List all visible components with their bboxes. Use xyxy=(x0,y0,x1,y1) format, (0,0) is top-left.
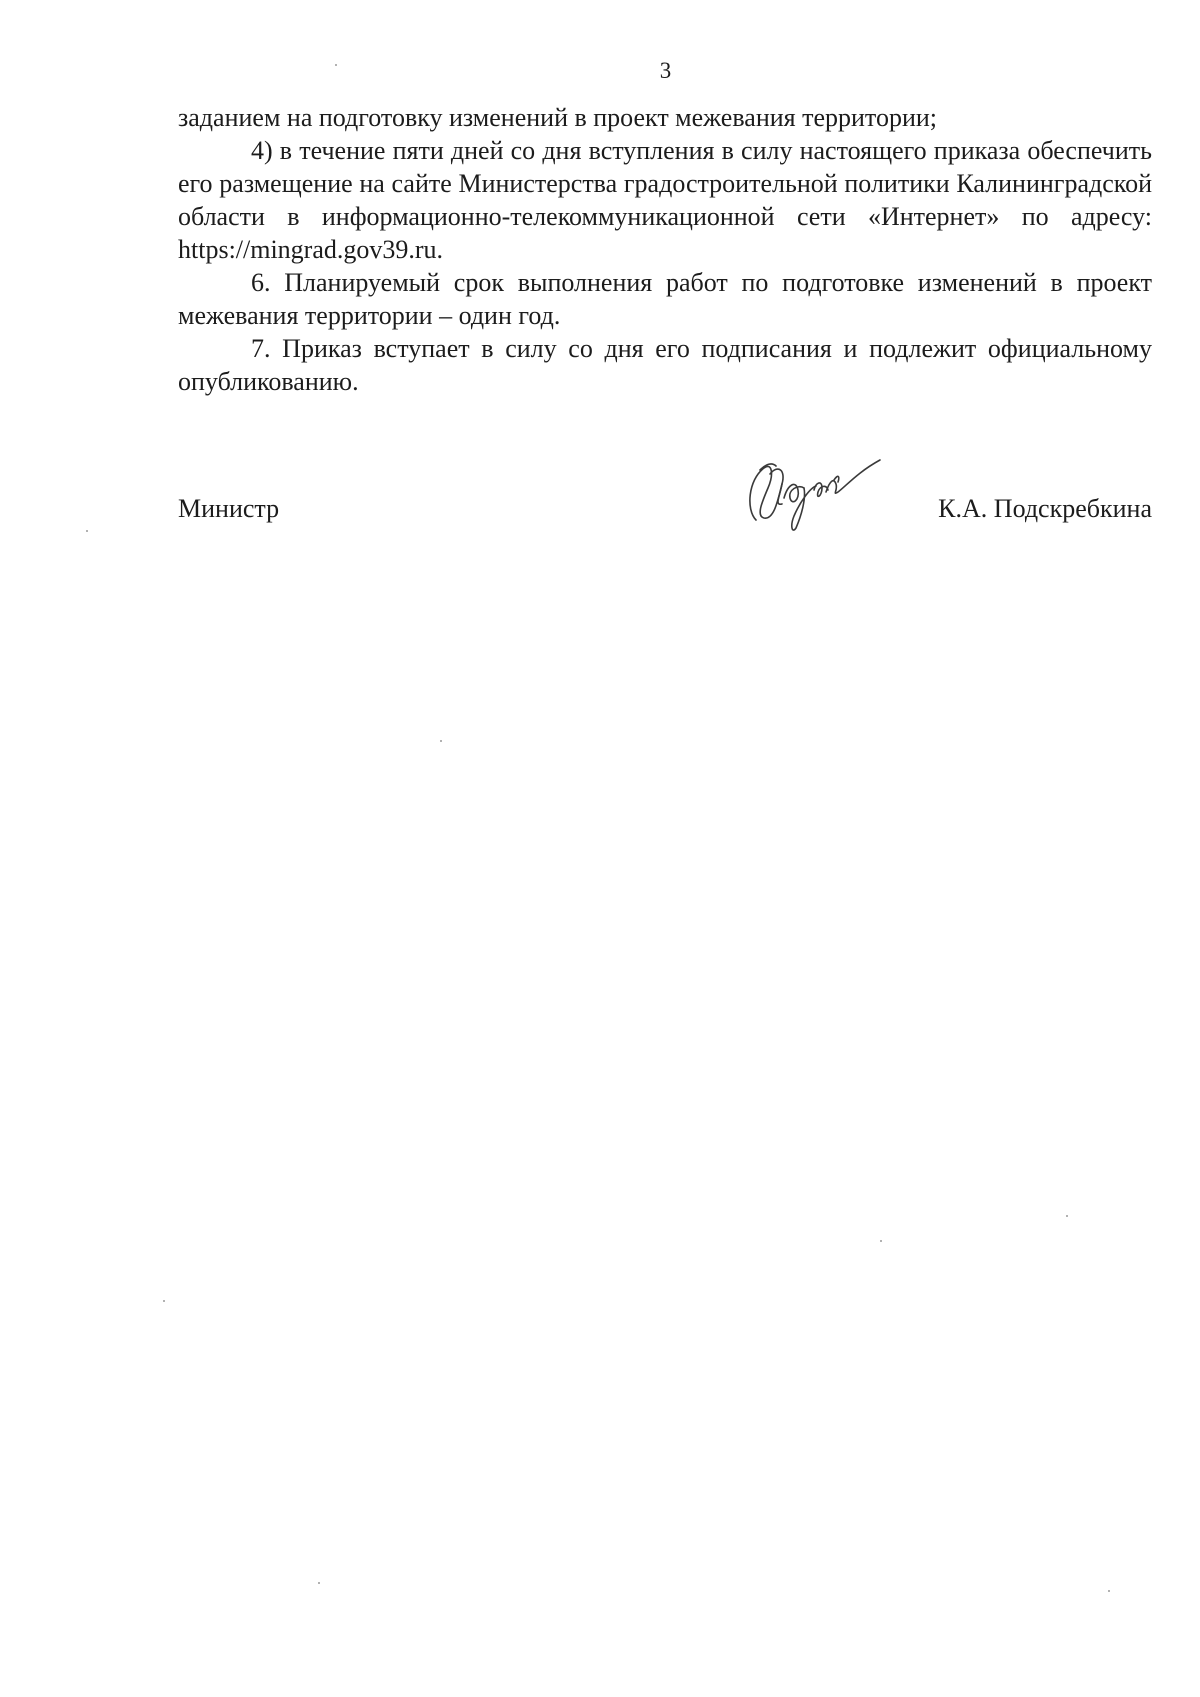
scan-speck xyxy=(1066,1215,1068,1217)
scan-speck xyxy=(1108,1590,1110,1592)
scan-speck xyxy=(440,740,442,742)
scan-speck xyxy=(86,530,88,532)
scan-speck xyxy=(163,1300,165,1302)
paragraph-item-4: 4) в течение пяти дней со дня вступления в силу настоящего приказа обеспечить его размещение на сайте Министерства градостроительной политики Калининградской области в информационно-телекоммуникационной сети «Интернет» по адресу: https://mingrad.gov39.ru. xyxy=(178,136,1152,264)
scan-speck xyxy=(335,64,337,66)
signature-block xyxy=(178,440,1152,550)
scan-speck xyxy=(318,1582,320,1584)
scan-speck xyxy=(880,1240,882,1242)
signatory-name: К.А. Подскребкина xyxy=(938,494,1152,523)
handwritten-signature xyxy=(734,440,884,535)
paragraph-continuation: заданием на подготовку изменений в проект межевания территории; xyxy=(178,103,937,132)
paragraph-item-6: 6. Планируемый срок выполнения работ по подготовке изменений в проект межевания территории – один год. xyxy=(178,268,1152,330)
signatory-title: Министр xyxy=(178,494,280,523)
document-body xyxy=(178,101,1152,398)
paragraph-item-7: 7. Приказ вступает в силу со дня его подписания и подлежит официальному опубликованию. xyxy=(178,334,1152,396)
page-number: 3 xyxy=(659,58,672,83)
